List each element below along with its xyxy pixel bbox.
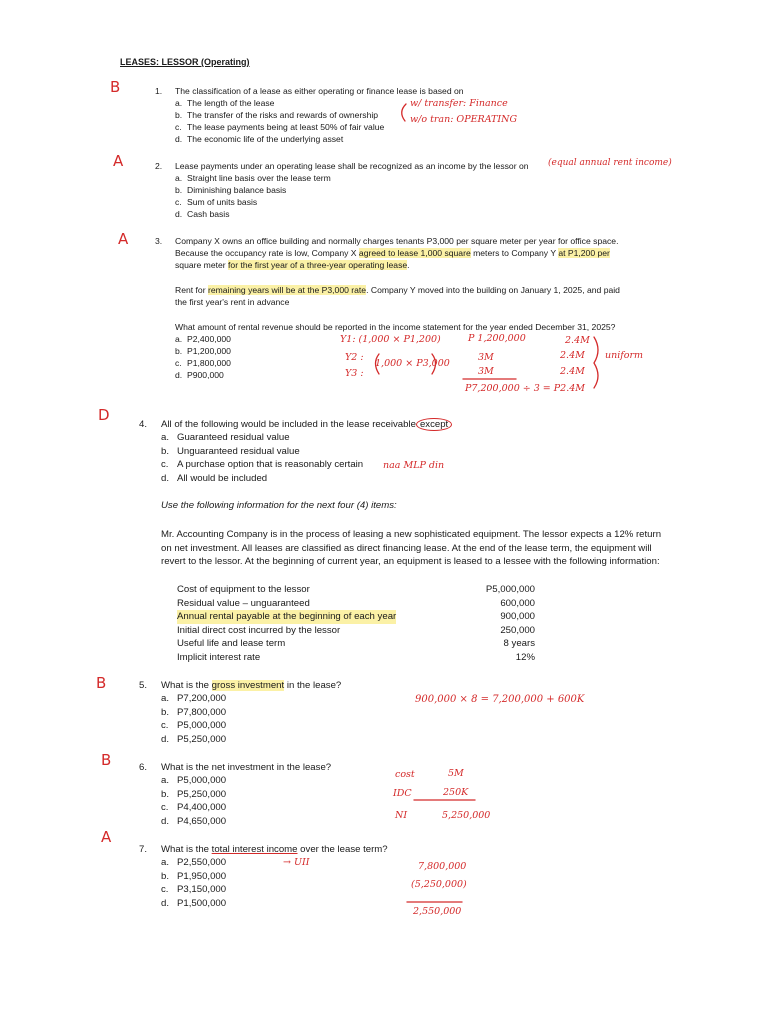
option: c. P3,150,000	[161, 884, 227, 895]
question-text: What is the gross investment in the lease?	[161, 680, 342, 691]
handwritten-note: cost	[395, 769, 415, 780]
question-number: 3.	[155, 236, 163, 246]
option: a. P7,200,000	[161, 693, 227, 704]
handwritten-note: 3M	[478, 366, 494, 377]
option: a. Straight line basis over the lease term	[175, 173, 331, 183]
question-text: The classification of a lease as either operating or finance lease is based on	[175, 86, 464, 96]
option: b. P7,800,000	[161, 706, 227, 718]
answer-q5: B	[96, 674, 107, 692]
option: d. P900,000	[175, 370, 224, 380]
option-list	[161, 856, 226, 910]
answer-q3: A	[118, 230, 129, 248]
question-text: What is the total interest income over the lease term?	[161, 844, 388, 855]
option-list	[161, 774, 226, 828]
option: b. P1,200,000	[175, 346, 231, 356]
option: d. All would be included	[161, 472, 268, 484]
handwritten-note: → UII	[283, 857, 310, 868]
table-row: Cost of equipment to the lessor P5,000,000	[177, 584, 535, 595]
handwritten-note: 7,800,000	[418, 861, 467, 872]
handwritten-note: 2.4M	[560, 366, 585, 377]
option: c. P1,800,000	[175, 358, 231, 368]
option: d. Cash basis	[175, 209, 230, 219]
question-number: 7.	[139, 844, 148, 855]
question-body: Company X owns an office building and normally charges tenants P3,000 per square meter per year for office space. Because the occupancy rate is low, Company X agreed to lease 1,000 square meters to Company Y at P1,200 per square meter for the first year of a three-year operating lease.	[175, 236, 619, 270]
question-number: 2.	[155, 161, 163, 171]
handwritten-note: 2.4M	[565, 335, 590, 346]
answer-q2: A	[113, 152, 124, 170]
option: b. Unguaranteed residual value	[161, 445, 300, 457]
option: c. P4,400,000	[161, 802, 227, 813]
handwritten-note: (equal annual rent income)	[548, 158, 672, 168]
info-table	[177, 583, 535, 664]
option: c. Sum of units basis	[175, 197, 258, 207]
handwritten-note: 5M	[448, 768, 464, 779]
question-text: All of the following would be included in the lease receivable except	[161, 418, 452, 432]
question-number: 4.	[139, 419, 148, 430]
handwritten-note: 1,000 × P3,000	[375, 358, 450, 369]
handwritten-note: P 1,200,000	[468, 333, 526, 344]
option-list	[175, 97, 384, 145]
handwritten-note: (5,250,000)	[411, 879, 467, 890]
question-number: 1.	[155, 86, 163, 96]
handwritten-note: 2.4M	[560, 350, 585, 361]
brace-mark	[594, 337, 598, 388]
handwritten-note: 3M	[478, 352, 494, 363]
page-title: LEASES: LESSOR (Operating)	[120, 57, 250, 67]
handwritten-note: 900,000 × 8 = 7,200,000 + 600K	[415, 694, 585, 705]
handwritten-note: 2,550,000	[413, 906, 462, 917]
handwritten-note: uniform	[605, 350, 644, 361]
answer-q1: B	[110, 78, 121, 96]
handwritten-note: w/ transfer: Finance	[410, 98, 508, 109]
handwritten-note: naa MLP din	[383, 460, 445, 471]
handwritten-note: Y2 :	[345, 352, 364, 363]
option: a. P5,000,000	[161, 775, 227, 786]
handwritten-note: w/o tran: OPERATING	[410, 114, 518, 125]
answer-q7: A	[101, 828, 112, 846]
option: b. P5,250,000	[161, 788, 227, 800]
table-row: Annual rental payable at the beginning of each year 900,000	[177, 611, 535, 622]
answer-q4: D	[98, 406, 110, 424]
option: d. The economic life of the underlying asset	[175, 134, 344, 144]
option: a. The length of the lease	[175, 98, 275, 108]
option: a. Guaranteed residual value	[161, 432, 290, 443]
handwritten-note: P7,200,000 ÷ 3 = P2.4M	[465, 383, 586, 394]
question-text: What amount of rental revenue should be reported in the income statement for the year ended December 31, 2025?	[175, 322, 616, 332]
question-body: Rent for remaining years will be at the P3,000 rate. Company Y moved into the building on January 1, 2025, and paid the first year's rent in advance	[175, 285, 620, 307]
question-number: 6.	[139, 762, 148, 773]
handwritten-note: Y3 :	[345, 368, 364, 379]
option-list	[175, 172, 331, 220]
info-paragraph: Mr. Accounting Company is in the process of leasing a new sophisticated equipment. The lessor expects a 12% return on net investment. All leases are classified as direct financing lease. At the end of the lease term, the equipment will revert to the lessor. At the beginning of current year, an equipment is leased to a lessee with the following information:	[161, 529, 662, 567]
option: b. P1,950,000	[161, 870, 227, 882]
circled-word: except	[416, 418, 452, 431]
option: c. P5,000,000	[161, 720, 227, 731]
question-number: 5.	[139, 680, 148, 691]
option: b. Diminishing balance basis	[175, 185, 287, 195]
option: d. P5,250,000	[161, 733, 227, 745]
option-list	[161, 431, 363, 485]
brace-mark	[402, 104, 406, 121]
table-row: Useful life and lease term 8 years	[177, 638, 535, 649]
handwritten-note: 250K	[443, 787, 469, 798]
question-text: Lease payments under an operating lease shall be recognized as an income by the lessor on	[175, 161, 529, 171]
option: d. P1,500,000	[161, 897, 227, 909]
info-intro: Use the following information for the next four (4) items:	[161, 500, 397, 511]
option: b. The transfer of the risks and rewards of ownership	[175, 110, 379, 120]
option-list	[161, 692, 226, 746]
table-row: Implicit interest rate 12%	[177, 651, 535, 663]
option: a. P2,550,000	[161, 857, 227, 868]
option: c. A purchase option that is reasonably certain	[161, 459, 364, 470]
option: a. P2,400,000	[175, 334, 231, 344]
option: c. The lease payments being at least 50% of fair value	[175, 122, 385, 132]
table-row: Initial direct cost incurred by the lessor 250,000	[177, 624, 535, 636]
answer-q6: B	[101, 751, 112, 769]
handwritten-note: 5,250,000	[442, 810, 491, 821]
handwritten-note: IDC	[393, 788, 412, 799]
handwritten-note: Y1: (1,000 × P1,200)	[340, 334, 441, 345]
table-row: Residual value – unguaranteed 600,000	[177, 597, 535, 609]
option: d. P4,650,000	[161, 815, 227, 827]
question-text: What is the net investment in the lease?	[161, 762, 332, 773]
handwritten-note: NI	[395, 810, 408, 821]
option-list	[175, 333, 231, 381]
